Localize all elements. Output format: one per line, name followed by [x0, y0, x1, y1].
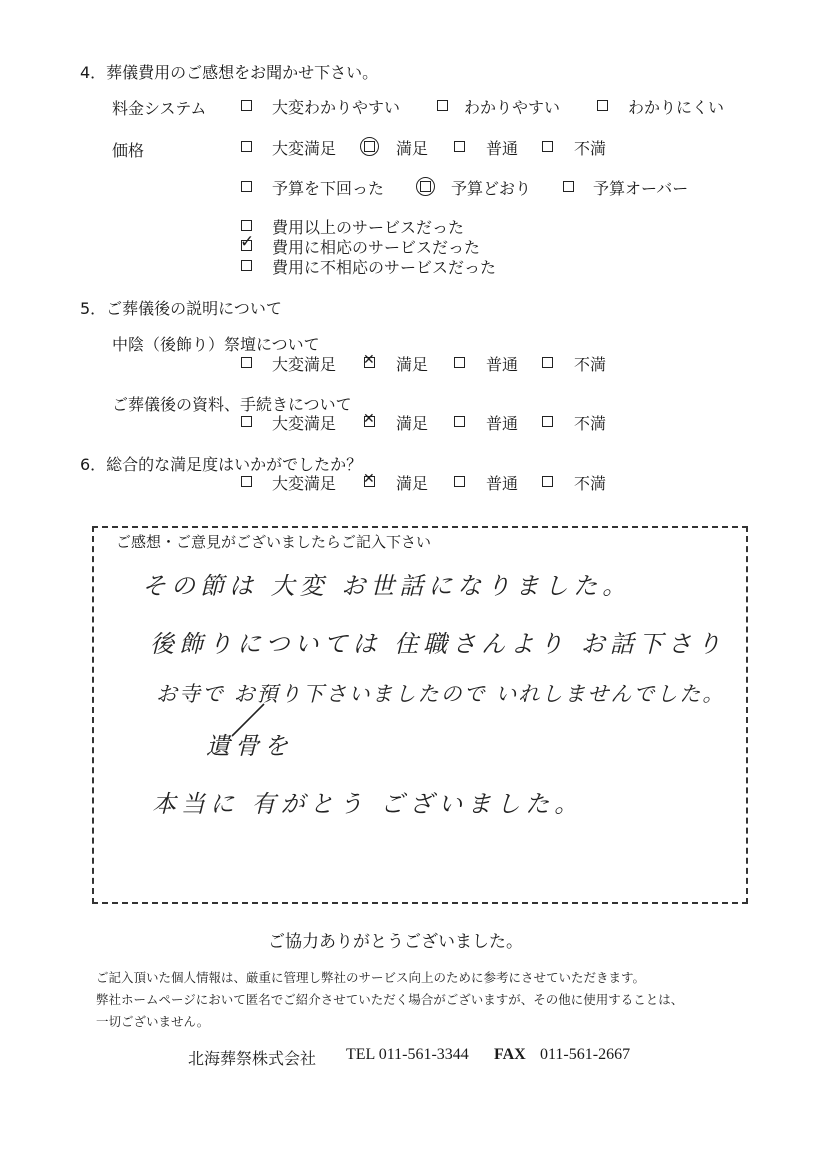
documents-label: ご葬儀後の資料、手続きについて [112, 395, 352, 414]
option-altar-satisfied: 満足 [396, 355, 429, 374]
footer-fax: 011-561-2667 [540, 1046, 631, 1063]
option-altar-normal: 普通 [486, 355, 519, 374]
option-budget-exact: 予算どおり [451, 179, 532, 198]
option-fee-very-easy: 大変わかりやすい [272, 98, 401, 117]
privacy-note-line-2: 弊社ホームページにおいて匿名でご紹介させていただく場合がございますが、その他に使用することは、 [96, 992, 684, 1007]
checkbox-altar-normal[interactable] [454, 357, 465, 368]
option-price-normal: 普通 [486, 139, 519, 158]
comment-line-5: 本当に 有がとう ございました。 [152, 790, 584, 818]
checkbox-price-satisfied[interactable] [364, 141, 375, 152]
option-fee-easy: わかりやすい [464, 98, 561, 117]
checkbox-service-above[interactable] [241, 220, 252, 231]
checkbox-fee-easy[interactable] [437, 100, 448, 111]
checkbox-overall-satisfied[interactable] [364, 476, 375, 487]
option-docs-normal: 普通 [486, 414, 519, 433]
q6-title: 6．総合的な満足度はいかがでしたか？ [80, 455, 363, 474]
checkbox-altar-dissatisfied[interactable] [542, 357, 553, 368]
comment-line-2: 後飾りについては 住職さんより お話下さり [150, 630, 726, 658]
q4-title: 4．葬儀費用のご感想をお聞かせ下さい。 [80, 63, 379, 82]
option-service-mismatch: 費用に不相応のサービスだった [272, 258, 497, 277]
checkbox-altar-very-satisfied[interactable] [241, 357, 252, 368]
altar-label: 中陰（後飾り）祭壇について [112, 335, 320, 354]
option-budget-under: 予算を下回った [272, 179, 385, 198]
checkbox-docs-normal[interactable] [454, 416, 465, 427]
checkbox-price-very-satisfied[interactable] [241, 141, 252, 152]
option-price-dissatisfied: 不満 [574, 139, 607, 158]
footer-fax-label: FAX [494, 1046, 526, 1063]
comment-line-1: その節は 大変 お世話になりました。 [142, 572, 632, 600]
option-overall-satisfied: 満足 [396, 474, 429, 493]
checkbox-budget-under[interactable] [241, 181, 252, 192]
checkbox-budget-over[interactable] [563, 181, 574, 192]
option-price-very-satisfied: 大変満足 [272, 139, 337, 158]
option-price-satisfied: 満足 [396, 139, 429, 158]
checkbox-service-mismatch[interactable] [241, 260, 252, 271]
option-service-above: 費用以上のサービスだった [272, 218, 465, 237]
option-fee-hard: わかりにくい [628, 98, 725, 117]
option-overall-normal: 普通 [486, 474, 519, 493]
checkbox-price-normal[interactable] [454, 141, 465, 152]
comment-label: ご感想・ご意見がございましたらご記入下さい [112, 531, 435, 552]
option-overall-very-satisfied: 大変満足 [272, 474, 337, 493]
option-docs-very-satisfied: 大変満足 [272, 414, 337, 433]
option-altar-dissatisfied: 不満 [574, 355, 607, 374]
checkbox-altar-satisfied[interactable] [364, 357, 375, 368]
footer-tel: TEL 011-561-3344 [346, 1046, 469, 1063]
thanks-message: ご協力ありがとうございました。 [268, 932, 523, 952]
checkbox-overall-normal[interactable] [454, 476, 465, 487]
checkbox-fee-hard[interactable] [597, 100, 608, 111]
checkbox-overall-dissatisfied[interactable] [542, 476, 553, 487]
comment-line-4-insert: 遺骨を [206, 732, 293, 760]
footer-company: 北海葬祭株式会社 [188, 1051, 317, 1068]
checkbox-docs-satisfied[interactable] [364, 416, 375, 427]
checkbox-fee-very-easy[interactable] [241, 100, 252, 111]
q5-title: 5．ご葬儀後の説明について [80, 299, 282, 318]
comment-line-3: お寺で お預り下さいましたので いれしませんでした。 [156, 682, 726, 706]
checkbox-service-match[interactable] [241, 240, 252, 251]
checkbox-price-dissatisfied[interactable] [542, 141, 553, 152]
option-overall-dissatisfied: 不満 [574, 474, 607, 493]
checkbox-docs-very-satisfied[interactable] [241, 416, 252, 427]
option-service-match: 費用に相応のサービスだった [272, 238, 481, 257]
privacy-note-line-1: ご記入頂いた個人情報は、厳重に管理し弊社のサービス向上のために参考にさせていただきます。 [96, 970, 646, 985]
fee-system-label: 料金システム [112, 99, 207, 118]
price-label: 価格 [112, 141, 145, 160]
checkbox-docs-dissatisfied[interactable] [542, 416, 553, 427]
privacy-note-line-3: 一切ございません。 [96, 1014, 210, 1029]
option-docs-satisfied: 満足 [396, 414, 429, 433]
checkbox-overall-very-satisfied[interactable] [241, 476, 252, 487]
option-docs-dissatisfied: 不満 [574, 414, 607, 433]
option-altar-very-satisfied: 大変満足 [272, 355, 337, 374]
checkbox-budget-exact[interactable] [420, 181, 431, 192]
option-budget-over: 予算オーバー [593, 179, 689, 198]
